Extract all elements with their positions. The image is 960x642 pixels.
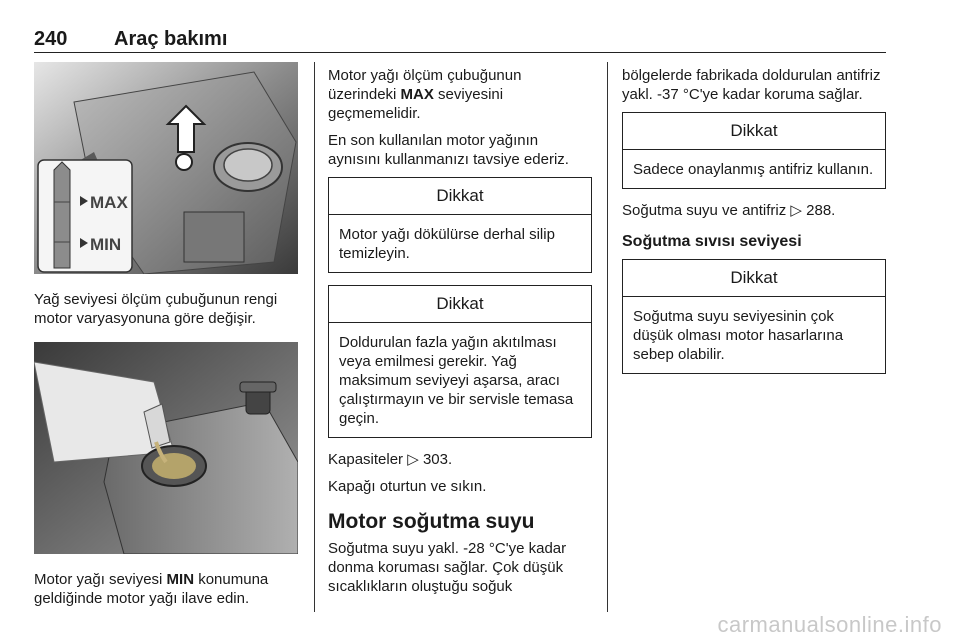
caution-body: Motor yağı dökülürse derhal silip temizleyin. [339,226,555,262]
caution-body: Sadece onaylanmış antifriz kullanın. [633,161,874,178]
column-divider-left [314,62,315,612]
column-1 [34,62,300,616]
caution-title: Dikkat [623,260,885,297]
capacities-text: Kapasiteler [328,451,408,468]
max-para-keyword: MAX [400,86,434,103]
column-divider-right [607,62,608,612]
capacities-page: 303. [422,451,453,468]
dipstick-max-label: MAX [90,193,128,212]
column-3 [622,62,886,386]
watermark: carmanualsonline.info [717,612,942,637]
min-caption-after: konumuna geldiğinde motor yağı ilave edin. [34,571,269,607]
page-header [34,22,886,53]
caution-title: Dikkat [329,286,591,323]
dipstick-caption: Yağ seviyesi ölçüm çubuğunun rengi motor varyasyonuna göre değişir. [34,291,278,327]
close-cap-instruction: Kapağı oturtun ve sıkın. [328,478,487,495]
antifreeze-paragraph: bölgelerde fabrikada doldurulan antifriz yakl. -37 °C'ye kadar koruma sağlar. [622,67,881,103]
dipstick-photo [34,62,298,274]
oil-recommendation-paragraph: En son kullanılan motor yağının aynısını kullanmanızı tavsiye ederiz. [328,132,569,168]
caution-box-antifreeze [622,112,886,189]
max-para-before: Motor yağı ölçüm çubuğunun üzerindeki [328,67,522,103]
coolant-reference [622,201,886,220]
caution-title: Dikkat [329,178,591,215]
min-caption-before: Motor yağı seviyesi [34,571,167,588]
column-2 [328,62,592,604]
section-heading-coolant: Motor soğutma suyu [328,510,535,533]
oil-filling-photo [34,342,298,554]
dipstick-min-label: MIN [90,235,122,254]
page-reference-arrow-icon: ▷ [790,202,802,219]
page-reference-arrow-icon: ▷ [407,451,419,468]
coolant-ref-text: Soğutma suyu ve antifriz [622,202,791,219]
coolant-ref-page: 288. [806,202,836,219]
page-title: Araç bakımı [114,28,228,50]
caution-box-oil-spill [328,177,592,273]
caution-title: Dikkat [623,113,885,150]
min-caption-keyword: MIN [166,571,195,588]
page-number: 240 [34,28,68,50]
capacities-reference [328,450,592,469]
caution-body: Soğutma suyu seviyesinin çok düşük olması motor hasarlarına sebep olabilir. [633,308,844,363]
caution-box-coolant-level [622,259,886,374]
coolant-paragraph: Soğutma suyu yakl. -28 °C'ye kadar donma koruması sağlar. Çok düşük sıcaklıkların oluştuğu soğuk [328,540,567,595]
caution-box-overfill [328,285,592,438]
max-level-paragraph [328,66,592,123]
min-level-caption [34,570,300,608]
subheading-coolant-level: Soğutma sıvısı seviyesi [622,233,802,250]
max-para-after: seviyesini geçmemelidir. [328,86,504,122]
caution-body: Doldurulan fazla yağın akıtılması veya emilmesi gerekir. Yağ maksimum seviyeyi aşarsa, aracı çalıştırmayın ve bir servisle temasa geçin. [339,334,574,427]
